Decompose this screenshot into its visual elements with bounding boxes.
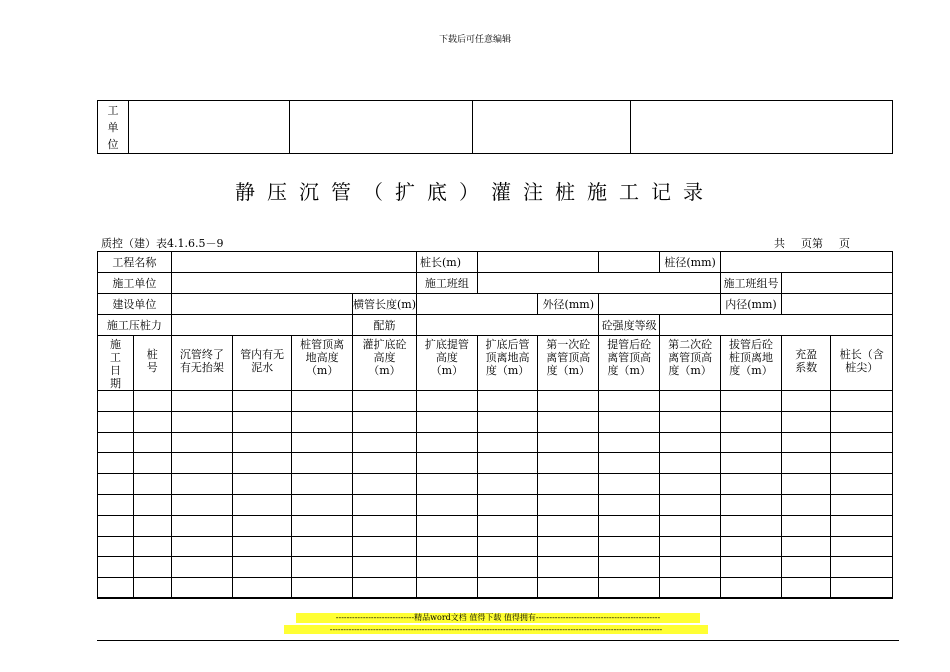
table-cell[interactable] xyxy=(721,411,782,432)
table-cell[interactable] xyxy=(831,411,893,432)
table-cell[interactable] xyxy=(98,494,134,515)
table-cell[interactable] xyxy=(477,411,538,432)
table-cell[interactable] xyxy=(721,474,782,495)
table-cell[interactable] xyxy=(171,515,232,536)
table-cell[interactable] xyxy=(292,411,353,432)
table-cell[interactable] xyxy=(233,474,292,495)
table-cell[interactable] xyxy=(660,578,721,599)
col-header-second-concrete: 第二次砼 离管顶高 度（m） xyxy=(660,336,721,391)
table-cell[interactable] xyxy=(292,453,353,474)
table-cell[interactable] xyxy=(781,391,830,412)
table-cell[interactable] xyxy=(538,453,599,474)
table-cell[interactable] xyxy=(352,578,416,599)
table-cell[interactable] xyxy=(292,578,353,599)
table-cell[interactable] xyxy=(781,494,830,515)
table-cell[interactable] xyxy=(233,536,292,557)
table-cell[interactable] xyxy=(477,494,538,515)
table-cell[interactable] xyxy=(831,432,893,453)
label-pile-diameter: 桩径(mm) xyxy=(660,252,721,273)
data-rows xyxy=(98,391,893,599)
top-table xyxy=(97,100,893,154)
table-cell[interactable] xyxy=(599,391,660,412)
table-row xyxy=(98,494,893,515)
table-cell[interactable] xyxy=(352,536,416,557)
col-header-pile-length: 桩长（含 桩尖） xyxy=(831,336,893,391)
table-cell[interactable] xyxy=(416,557,477,578)
field-pile-diameter[interactable] xyxy=(721,252,893,273)
table-cell[interactable] xyxy=(721,557,782,578)
table-cell[interactable] xyxy=(538,578,599,599)
page-title: 静压沉管（扩底）灌注桩施工记录 xyxy=(235,180,715,204)
table-cell[interactable] xyxy=(352,515,416,536)
table-cell[interactable] xyxy=(233,515,292,536)
table-cell[interactable] xyxy=(292,391,353,412)
field-outer-diameter[interactable] xyxy=(599,294,721,315)
table-cell[interactable] xyxy=(538,536,599,557)
table-cell[interactable] xyxy=(171,494,232,515)
footer-banner-dashes: --------------------------------------------------------------------------------------------------------------------------- xyxy=(284,625,708,634)
table-cell[interactable] xyxy=(98,411,134,432)
col-header-post-lift-concrete: 提管后砼 离管顶高 度（m） xyxy=(599,336,660,391)
table-cell[interactable] xyxy=(538,432,599,453)
table-row xyxy=(98,432,893,453)
table-cell[interactable] xyxy=(292,536,353,557)
col-header-lift-frame: 沉管终了 有无抬架 xyxy=(171,336,232,391)
table-cell[interactable] xyxy=(98,432,134,453)
table-cell[interactable] xyxy=(660,536,721,557)
header-note: 下载后可任意编辑 xyxy=(438,35,511,45)
table-cell[interactable] xyxy=(171,432,232,453)
table-cell[interactable] xyxy=(233,578,292,599)
table-cell[interactable] xyxy=(538,494,599,515)
bottom-rule xyxy=(97,640,899,641)
field-pile-length[interactable] xyxy=(477,252,598,273)
unit-cell-1[interactable] xyxy=(129,101,290,154)
table-cell[interactable] xyxy=(416,474,477,495)
table-cell[interactable] xyxy=(660,494,721,515)
form-code: 质控（建）表4.1.6.5－9 xyxy=(101,237,224,250)
field-concrete-grade[interactable] xyxy=(660,315,893,336)
col-header-pull-pipe-concrete: 拔管后砼 桩顶离地 度（m） xyxy=(721,336,782,391)
table-cell[interactable] xyxy=(352,432,416,453)
table-cell[interactable] xyxy=(831,536,893,557)
table-cell[interactable] xyxy=(98,515,134,536)
table-cell[interactable] xyxy=(599,432,660,453)
table-cell[interactable] xyxy=(599,453,660,474)
table-cell[interactable] xyxy=(133,453,171,474)
table-cell[interactable] xyxy=(721,578,782,599)
table-row xyxy=(98,411,893,432)
table-cell[interactable] xyxy=(538,391,599,412)
table-cell[interactable] xyxy=(599,411,660,432)
table-cell[interactable] xyxy=(98,536,134,557)
table-cell[interactable] xyxy=(477,453,538,474)
table-row xyxy=(98,474,893,495)
table-cell[interactable] xyxy=(660,453,721,474)
field-pile-length-b[interactable] xyxy=(599,252,660,273)
label-builder-unit: 建设单位 xyxy=(98,294,172,315)
table-cell[interactable] xyxy=(171,391,232,412)
table-cell[interactable] xyxy=(831,474,893,495)
table-cell[interactable] xyxy=(171,411,232,432)
table-cell[interactable] xyxy=(98,453,134,474)
table-cell[interactable] xyxy=(292,432,353,453)
field-builder-unit[interactable] xyxy=(171,294,352,315)
column-header-row xyxy=(98,336,893,391)
table-cell[interactable] xyxy=(538,557,599,578)
field-project-name[interactable] xyxy=(171,252,416,273)
table-cell[interactable] xyxy=(133,391,171,412)
field-pipe-length[interactable] xyxy=(416,294,537,315)
col-header-pile-no: 桩 号 xyxy=(133,336,171,391)
col-header-mud-water: 管内有无 泥水 xyxy=(233,336,292,391)
table-cell[interactable] xyxy=(660,515,721,536)
table-cell[interactable] xyxy=(233,391,292,412)
field-rebar[interactable] xyxy=(416,315,598,336)
field-inner-diameter[interactable] xyxy=(781,294,892,315)
table-cell[interactable] xyxy=(660,474,721,495)
label-concrete-grade: 砼强度等级 xyxy=(599,315,660,336)
table-cell[interactable] xyxy=(599,557,660,578)
field-press-force[interactable] xyxy=(171,315,352,336)
table-cell[interactable] xyxy=(416,411,477,432)
table-cell[interactable] xyxy=(721,391,782,412)
table-cell[interactable] xyxy=(831,391,893,412)
table-cell[interactable] xyxy=(98,391,134,412)
unit-cell-3[interactable] xyxy=(473,101,631,154)
table-cell[interactable] xyxy=(477,578,538,599)
table-cell[interactable] xyxy=(599,474,660,495)
label-pile-length: 桩长(m) xyxy=(416,252,477,273)
table-cell[interactable] xyxy=(233,494,292,515)
table-cell[interactable] xyxy=(721,536,782,557)
table-cell[interactable] xyxy=(721,453,782,474)
table-cell[interactable] xyxy=(538,515,599,536)
table-cell[interactable] xyxy=(831,515,893,536)
label-pipe-length: 横管长度(m) xyxy=(352,294,416,315)
footer-banner: -----------------------------精品word文档 值得下载 值得拥有---------------------------------------------- xyxy=(296,613,700,623)
table-cell[interactable] xyxy=(352,494,416,515)
record-table xyxy=(97,251,893,599)
table-row xyxy=(98,453,893,474)
table-cell[interactable] xyxy=(599,515,660,536)
table-cell[interactable] xyxy=(133,474,171,495)
table-cell[interactable] xyxy=(538,474,599,495)
table-cell[interactable] xyxy=(133,515,171,536)
table-cell[interactable] xyxy=(233,557,292,578)
col-header-fill-factor: 充盈 系数 xyxy=(781,336,830,391)
table-cell[interactable] xyxy=(416,391,477,412)
unit-cell-4[interactable] xyxy=(631,101,893,154)
label-team: 施工班组 xyxy=(416,273,477,294)
table-cell[interactable] xyxy=(352,411,416,432)
table-row xyxy=(98,578,893,599)
table-cell[interactable] xyxy=(477,536,538,557)
table-cell[interactable] xyxy=(781,432,830,453)
table-row xyxy=(98,391,893,412)
col-header-post-base-height: 扩底后管 顶离地高 度（m） xyxy=(477,336,538,391)
label-outer-diameter: 外径(mm) xyxy=(538,294,599,315)
table-cell[interactable] xyxy=(133,494,171,515)
table-cell[interactable] xyxy=(133,536,171,557)
table-cell[interactable] xyxy=(352,557,416,578)
col-header-base-concrete-height: 灌扩底砼 高度 （m） xyxy=(352,336,416,391)
page-counter: 共 页第 页 xyxy=(774,237,850,250)
table-cell[interactable] xyxy=(171,536,232,557)
table-cell[interactable] xyxy=(171,474,232,495)
unit-label: 工 单 位 xyxy=(98,101,129,154)
table-cell[interactable] xyxy=(133,578,171,599)
table-cell[interactable] xyxy=(416,515,477,536)
table-cell[interactable] xyxy=(831,494,893,515)
col-header-date: 施 工 日 期 xyxy=(98,336,134,391)
field-construction-unit[interactable] xyxy=(171,273,416,294)
table-cell[interactable] xyxy=(233,432,292,453)
table-cell[interactable] xyxy=(721,515,782,536)
table-cell[interactable] xyxy=(660,432,721,453)
label-construction-unit: 施工单位 xyxy=(98,273,172,294)
table-cell[interactable] xyxy=(781,411,830,432)
table-cell[interactable] xyxy=(660,411,721,432)
table-cell[interactable] xyxy=(477,515,538,536)
table-cell[interactable] xyxy=(831,453,893,474)
table-cell[interactable] xyxy=(416,453,477,474)
table-cell[interactable] xyxy=(233,411,292,432)
label-rebar: 配筋 xyxy=(352,315,416,336)
col-header-first-concrete: 第一次砼 离管顶高 度（m） xyxy=(538,336,599,391)
table-cell[interactable] xyxy=(416,578,477,599)
table-cell[interactable] xyxy=(538,411,599,432)
table-cell[interactable] xyxy=(781,578,830,599)
table-cell[interactable] xyxy=(781,515,830,536)
table-cell[interactable] xyxy=(781,453,830,474)
table-cell[interactable] xyxy=(416,536,477,557)
table-row xyxy=(98,515,893,536)
table-cell[interactable] xyxy=(781,536,830,557)
table-row xyxy=(98,536,893,557)
table-cell[interactable] xyxy=(292,557,353,578)
table-cell[interactable] xyxy=(133,411,171,432)
field-team-no[interactable] xyxy=(781,273,892,294)
footer-rule xyxy=(97,597,893,598)
table-cell[interactable] xyxy=(781,474,830,495)
field-team[interactable] xyxy=(477,273,720,294)
table-cell[interactable] xyxy=(477,391,538,412)
label-project-name: 工程名称 xyxy=(98,252,172,273)
unit-cell-2[interactable] xyxy=(290,101,473,154)
table-cell[interactable] xyxy=(831,557,893,578)
table-cell[interactable] xyxy=(352,453,416,474)
table-cell[interactable] xyxy=(292,474,353,495)
table-cell[interactable] xyxy=(98,578,134,599)
col-header-pipe-top-height: 桩管顶离 地高度 （m） xyxy=(292,336,353,391)
table-cell[interactable] xyxy=(416,432,477,453)
table-cell[interactable] xyxy=(477,432,538,453)
table-cell[interactable] xyxy=(781,557,830,578)
table-cell[interactable] xyxy=(599,536,660,557)
table-cell[interactable] xyxy=(660,391,721,412)
table-cell[interactable] xyxy=(171,578,232,599)
table-cell[interactable] xyxy=(352,474,416,495)
table-cell[interactable] xyxy=(477,474,538,495)
table-cell[interactable] xyxy=(477,557,538,578)
table-cell[interactable] xyxy=(721,432,782,453)
label-team-no: 施工班组号 xyxy=(721,273,782,294)
table-cell[interactable] xyxy=(352,391,416,412)
table-cell[interactable] xyxy=(133,432,171,453)
table-cell[interactable] xyxy=(171,453,232,474)
label-inner-diameter: 内径(mm) xyxy=(721,294,782,315)
table-cell[interactable] xyxy=(171,557,232,578)
col-header-base-lift-height: 扩底提管 高度 （m） xyxy=(416,336,477,391)
table-cell[interactable] xyxy=(599,494,660,515)
label-press-force: 施工压桩力 xyxy=(98,315,172,336)
table-cell[interactable] xyxy=(599,578,660,599)
table-row xyxy=(98,557,893,578)
table-cell[interactable] xyxy=(721,494,782,515)
table-cell[interactable] xyxy=(233,453,292,474)
table-cell[interactable] xyxy=(292,494,353,515)
table-cell[interactable] xyxy=(831,578,893,599)
table-cell[interactable] xyxy=(133,557,171,578)
table-cell[interactable] xyxy=(98,474,134,495)
table-cell[interactable] xyxy=(98,557,134,578)
table-cell[interactable] xyxy=(660,557,721,578)
table-cell[interactable] xyxy=(292,515,353,536)
table-cell[interactable] xyxy=(416,494,477,515)
